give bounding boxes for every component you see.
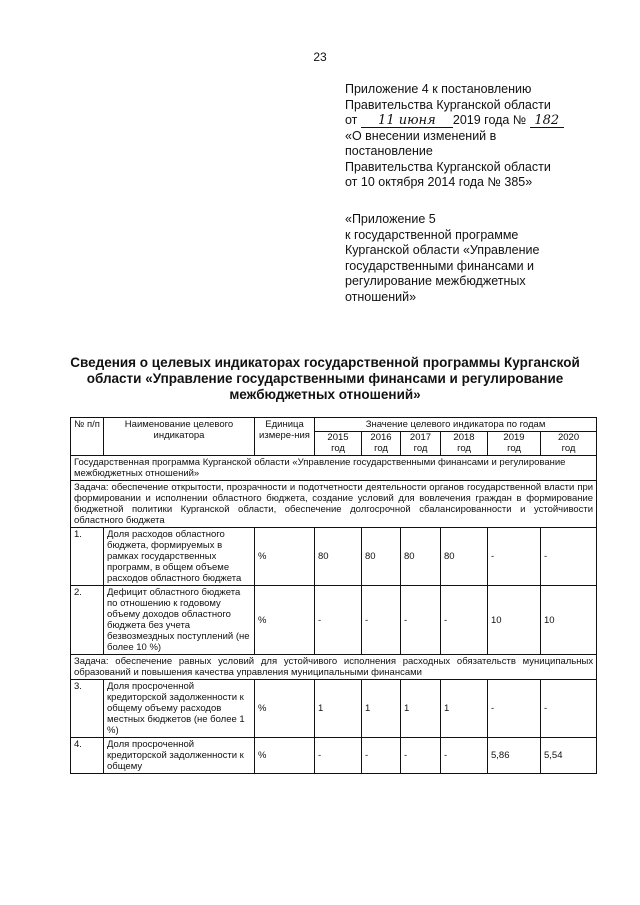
attachment-line: Приложение 4 к постановлению	[345, 82, 532, 96]
header-num: № п/п	[71, 418, 104, 456]
year-value: 2015	[327, 432, 349, 443]
table-row	[71, 586, 597, 655]
task-row	[71, 655, 597, 680]
year-value: 2016	[370, 432, 392, 443]
handwritten-date: 11 июня	[361, 115, 453, 128]
row-value: -	[315, 586, 362, 655]
row-value: -	[441, 586, 488, 655]
header-year	[541, 432, 597, 456]
row-value: 10	[488, 586, 541, 655]
row-num: 3.	[71, 680, 104, 738]
program-cell: Государственная программа Курганской области «Управление государственными финансами и регулирование межбюджетных отношений»	[71, 456, 597, 481]
header-year	[362, 432, 401, 456]
row-value: -	[401, 586, 441, 655]
date-year-number-label: 2019 года №	[452, 113, 527, 127]
task-row	[71, 481, 597, 528]
row-name: Доля просроченной кредиторской задолженности к общему объему расходов местных бюджетов (не более 1 %)	[104, 680, 255, 738]
year-suffix: год	[374, 442, 388, 454]
attachment5-line: Курганской области «Управление	[345, 243, 540, 257]
row-num: 4.	[71, 738, 104, 774]
row-name: Доля просроченной кредиторской задолженности к общему	[104, 738, 255, 774]
year-value: 2019	[503, 432, 525, 443]
table-row	[71, 528, 597, 586]
row-value: 5,54	[541, 738, 597, 774]
row-value: 80	[315, 528, 362, 586]
row-value: -	[401, 738, 441, 774]
attachment-header	[345, 82, 615, 191]
title-line: межбюджетных отношений»	[229, 387, 421, 402]
row-value: 1	[362, 680, 401, 738]
header-year	[401, 432, 441, 456]
page-number: 23	[313, 50, 327, 64]
attachment-line: постановление	[345, 144, 433, 158]
row-value: -	[541, 680, 597, 738]
attachment-line: Правительства Курганской области	[345, 159, 551, 174]
attachment5-line: к государственной программе	[345, 227, 519, 242]
indicators-table	[70, 417, 597, 774]
row-value: 80	[401, 528, 441, 586]
attachment5-line: «Приложение 5	[345, 212, 436, 226]
row-value: -	[488, 680, 541, 738]
attachment-line: от 10 октября 2014 года № 385»	[345, 175, 533, 189]
year-value: 2018	[453, 432, 475, 443]
row-num: 1.	[71, 528, 104, 586]
header-year	[488, 432, 541, 456]
row-value: 80	[441, 528, 488, 586]
row-value: -	[362, 586, 401, 655]
attachment-5-header	[345, 212, 615, 305]
row-value: -	[488, 528, 541, 586]
year-suffix: год	[561, 442, 576, 454]
row-name: Дефицит областного бюджета по отношению к годовому объему доходов областного бюджета без учета безвозмездных поступлений (не более 10 %)	[104, 586, 255, 655]
year-value: 2020	[557, 432, 580, 443]
attachment-date-line	[345, 113, 615, 129]
row-value: 1	[441, 680, 488, 738]
document-title	[60, 355, 590, 403]
attachment-line: «О внесении изменений в	[345, 128, 497, 143]
date-prefix: от	[345, 113, 358, 127]
row-value: 80	[362, 528, 401, 586]
row-value: -	[362, 738, 401, 774]
header-name: Наименование целевого индикатора	[104, 418, 255, 456]
task-cell: Задача: обеспечение равных условий для устойчивого исполнения расходных обязательств муниципальных образований и повышения качества управления муниципальными финансами	[71, 655, 597, 680]
title-line: области «Управление государственными финансами и регулирование	[86, 371, 564, 386]
table-row	[71, 738, 597, 774]
row-name: Доля расходов областного бюджета, формируемых в рамках государственных программ, в общем объеме расходов областного бюджета	[104, 528, 255, 586]
table-row	[71, 680, 597, 738]
header-year	[441, 432, 488, 456]
row-unit: %	[255, 528, 315, 586]
row-unit: %	[255, 738, 315, 774]
row-unit: %	[255, 586, 315, 655]
year-value: 2017	[409, 432, 432, 443]
program-row	[71, 456, 597, 481]
row-value: 1	[315, 680, 362, 738]
year-suffix: год	[457, 442, 471, 454]
task-cell: Задача: обеспечение открытости, прозрачности и подотчетности деятельности органов государственной власти при формировании и исполнении областного бюджета, создание условий для вовлечения граждан в формирование бюджетной политики Курганской области, обеспечение долгосрочной сбалансированности и устойчивости областного бюджета	[71, 481, 597, 528]
row-value: -	[541, 528, 597, 586]
header-unit: Единица измере-ния	[255, 418, 315, 456]
row-num: 2.	[71, 586, 104, 655]
attachment5-line: государственными финансами и	[345, 258, 535, 273]
year-suffix: год	[413, 442, 428, 454]
header-values-group: Значение целевого индикатора по годам	[315, 418, 597, 432]
year-suffix: год	[331, 442, 345, 454]
header-row	[71, 418, 597, 432]
handwritten-number: 182	[530, 115, 564, 128]
attachment5-line: отношений»	[345, 289, 417, 304]
row-value: 1	[401, 680, 441, 738]
header-year	[315, 432, 362, 456]
row-value: -	[315, 738, 362, 774]
row-unit: %	[255, 680, 315, 738]
year-suffix: год	[507, 442, 521, 454]
attachment5-line: регулирование межбюджетных	[345, 274, 526, 288]
title-line: Сведения о целевых индикаторах государственной программы Курганской	[70, 355, 580, 370]
row-value: 10	[541, 586, 597, 655]
attachment-line: Правительства Курганской области	[345, 97, 551, 112]
row-value: 5,86	[488, 738, 541, 774]
row-value: -	[441, 738, 488, 774]
